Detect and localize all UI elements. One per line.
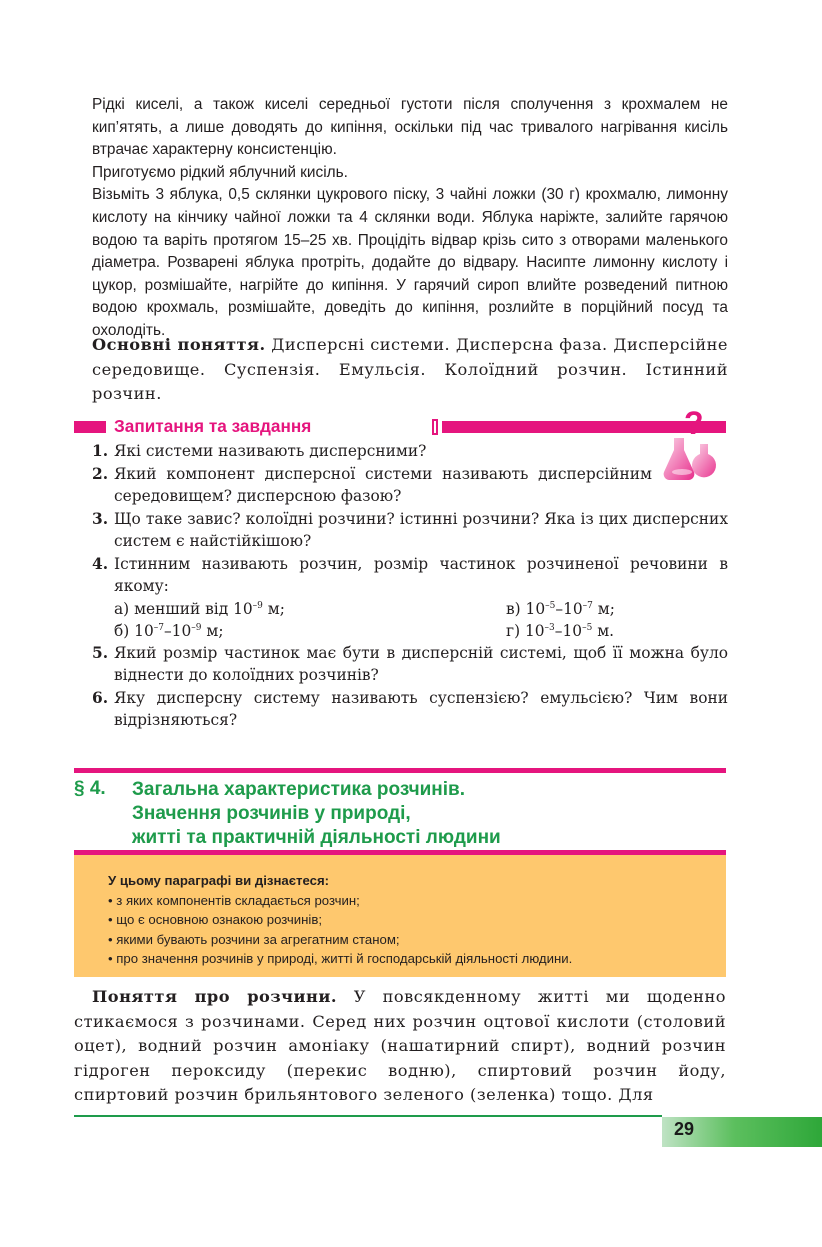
learning-item: • з яких компонентів складається розчин; bbox=[108, 892, 360, 908]
answer-g: г) $10^{-3}-10^{-5}$ м. bbox=[506, 622, 615, 640]
learning-item: • якими бувають розчини за агрегатним станом; bbox=[108, 931, 400, 947]
questions-header bbox=[74, 416, 726, 436]
question-text: Який компонент дисперсної системи називають дисперсійним середовищем? дисперсною фазою? bbox=[114, 465, 652, 505]
recipe-block bbox=[92, 94, 728, 343]
question-item bbox=[92, 508, 728, 552]
learning-heading: У цьому параграфі ви дізнаєтеся: bbox=[108, 873, 330, 888]
question-text: Які системи називають дисперсними? bbox=[114, 442, 427, 460]
question-item bbox=[92, 463, 652, 507]
footer-rule bbox=[74, 1115, 662, 1117]
learning-item: • про значення розчинів у природі, житті й господарській діяльності людини. bbox=[108, 951, 573, 967]
recipe-paragraph-2: Приготуємо рідкий яблучний кисіль. bbox=[92, 163, 348, 181]
question-item bbox=[92, 440, 728, 462]
recipe-paragraph-3: Візьміть 3 яблука, 0,5 склянки цукрового піску, 3 чайні ложки (30 г) крохмалю, лимонну кислоту на кінчику чайної ложки та 4 склянки води. Яблука наріжте, залийте гарячою водою та варіть протягом 15–25 хв. Процідіть відвар крізь сито з отворами маленького діаметра. Розварені яблука протріть, додайте до відвару. Насипте лимонну кислоту і цукор, розмішайте, нагрійте до кипіння. У гарячий сироп влийте розведений питною водою крохмаль, розмішайте, доведіть до кипіння, розлийте в порційний посуд та охолодіть. bbox=[92, 186, 728, 339]
body-text: У повсякденному житті ми щоденно стикаємося з розчинами. Серед них розчин оцтової кислоти (столовий оцет), водний розчин амоніаку (нашатирний спирт), водний розчин гідроген пероксиду (перекис водню), спиртовий розчин йоду, спиртовий розчин брильянтового зеленого (зеленка) тощо. Для bbox=[74, 987, 726, 1105]
question-number: 3. bbox=[92, 510, 109, 528]
page-number: 29 bbox=[674, 1119, 695, 1139]
answer-options bbox=[92, 598, 728, 642]
section-title-line: житті та практичній діяльності людини bbox=[132, 827, 501, 848]
question-item bbox=[92, 642, 728, 686]
basic-concepts bbox=[92, 333, 728, 407]
section-title-line: Значення розчинів у природі, bbox=[132, 803, 411, 824]
question-number: 5. bbox=[92, 644, 109, 662]
answer-a: а) менший від $10^{-9}$ м; bbox=[114, 600, 285, 618]
section-number: § 4. bbox=[74, 778, 106, 799]
question-number: 6. bbox=[92, 689, 109, 707]
concepts-text: Дисперсні системи. Дисперсна фаза. Дисперсійне середовище. Суспензія. Емульсія. Колоїдний розчин. Істинний розчин. bbox=[92, 335, 728, 403]
header-bar-left bbox=[74, 421, 106, 433]
learning-objectives-box bbox=[74, 855, 726, 977]
question-number: 1. bbox=[92, 442, 109, 460]
question-item bbox=[92, 687, 728, 731]
question-text: Який розмір частинок має бути в дисперсній системі, щоб її можна було віднести до колоїдних розчинів? bbox=[114, 644, 728, 684]
question-text: Що таке завис? колоїдні розчини? істинні розчини? Яка із цих дисперсних систем є найстійкішою? bbox=[114, 510, 728, 550]
svg-text:?: ? bbox=[684, 408, 704, 441]
section-rule-top bbox=[74, 768, 726, 773]
question-number: 4. bbox=[92, 555, 109, 573]
section-title bbox=[132, 778, 501, 850]
question-text: Істинним називають розчин, розмір частинок розчиненої речовини в якому: bbox=[114, 555, 728, 595]
question-item bbox=[92, 553, 728, 597]
concepts-label: Основні поняття. bbox=[92, 335, 266, 354]
learning-item: • що є основною ознакою розчинів; bbox=[108, 912, 322, 928]
body-paragraph bbox=[74, 985, 726, 1108]
questions-title: Запитання та завдання bbox=[114, 416, 312, 436]
answer-b: б) $10^{-7}-10^{-9}$ м; bbox=[114, 622, 224, 640]
question-text: Яку дисперсну систему називають суспензією? емульсією? Чим вони відрізняються? bbox=[114, 689, 728, 729]
section-title-line: Загальна характеристика розчинів. bbox=[132, 779, 466, 800]
answer-v: в) $10^{-5}-10^{-7}$ м; bbox=[506, 600, 615, 618]
questions-list bbox=[92, 440, 728, 732]
header-bar-cap bbox=[432, 419, 438, 435]
body-label: Поняття про розчини. bbox=[92, 987, 338, 1006]
question-number: 2. bbox=[92, 465, 109, 483]
recipe-paragraph-1: Рідкі киселі, а також киселі середньої густоти після сполучення з крохмалем не кип’ятять, а лише доводять до кипіння, оскільки під час тривалого нагрівання кисіль втрачає характерну консистенцію. bbox=[92, 96, 728, 159]
